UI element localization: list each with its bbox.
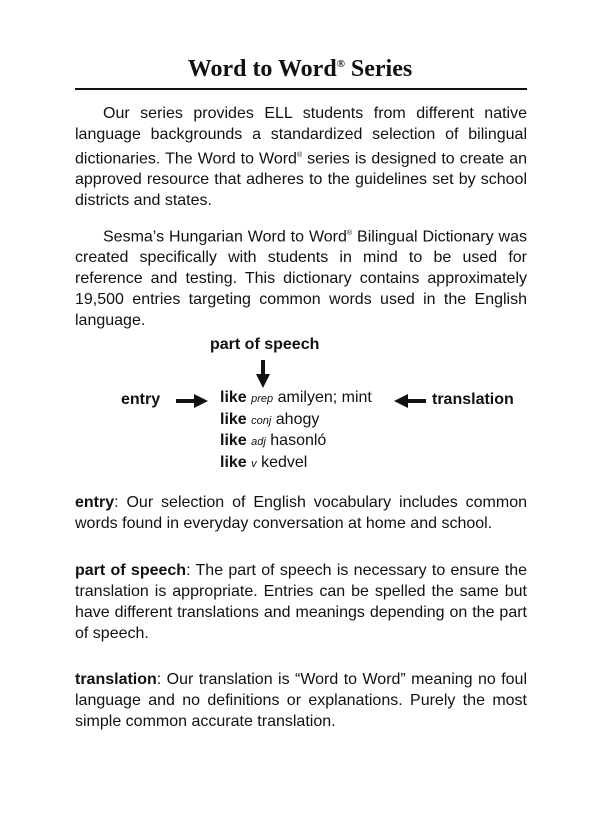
example-line (220, 411, 319, 429)
example-pos: conj (251, 415, 272, 427)
intro-p1-text-b: series is designed to create an approved resource that adheres to the guidelines set by school districts and states. (75, 150, 527, 210)
definition-term: part of speech (75, 562, 187, 579)
title-text: Word to Word (187, 56, 337, 82)
example-word: like (220, 432, 247, 449)
intro-paragraph-2 (75, 223, 527, 331)
definition-text: : Our translation is “Word to Word” meaning no foul language and no definitions or explanations. Purely the most simple common accurate translation. (75, 671, 527, 730)
definition-entry (75, 492, 527, 534)
page-title (0, 56, 600, 83)
entry-label: entry (121, 391, 161, 408)
example-line (220, 432, 326, 450)
definition-part-of-speech (75, 560, 527, 644)
right-arrow-icon (176, 394, 208, 408)
intro-p1-text-a: Our series provides ELL students from different native language backgrounds a standardized selection of bilingual dictionaries. The Word to Word (75, 105, 527, 168)
example-line (220, 454, 307, 472)
intro-p2-text-a: Sesma’s Hungarian Word to Word (103, 228, 347, 246)
example-word: like (220, 389, 247, 406)
example-word: like (220, 411, 247, 428)
example-translation: hasonló (270, 432, 327, 449)
entry-diagram (0, 330, 600, 480)
definition-text: : Our selection of English vocabulary includes common words found in everyday conversation at home and school. (75, 494, 527, 532)
registered-mark: ® (296, 152, 303, 159)
left-arrow-icon (394, 394, 426, 408)
registered-mark: ® (336, 58, 345, 70)
example-pos: v (251, 458, 257, 470)
example-word: like (220, 454, 247, 471)
example-pos: prep (251, 393, 274, 405)
definition-term: entry (75, 494, 115, 511)
intro-paragraph-1 (75, 103, 527, 211)
intro-p2-text-b: Bilingual Dictionary was created specifically with students in mind to be used for reference and testing. This dictionary contains approximately 19,500 entries targeting common words used in the English language. (75, 228, 528, 330)
down-arrow-icon (256, 360, 270, 388)
example-pos: adj (251, 436, 266, 448)
example-line (220, 389, 372, 407)
part-of-speech-label: part of speech (210, 336, 320, 353)
example-translation: amilyen; mint (277, 389, 372, 406)
definition-translation (75, 669, 527, 732)
registered-mark: ® (346, 230, 353, 237)
title-rule (75, 88, 527, 90)
definition-term: translation (75, 671, 157, 688)
title-suffix: Series (344, 56, 413, 82)
translation-label: translation (432, 391, 514, 408)
example-translation: kedvel (261, 454, 308, 471)
definition-text: : The part of speech is necessary to ensure the translation is appropriate. Entries can be spelled the same but have different translations and meanings depending on the part of speech. (75, 562, 528, 642)
example-translation: ahogy (275, 411, 320, 428)
